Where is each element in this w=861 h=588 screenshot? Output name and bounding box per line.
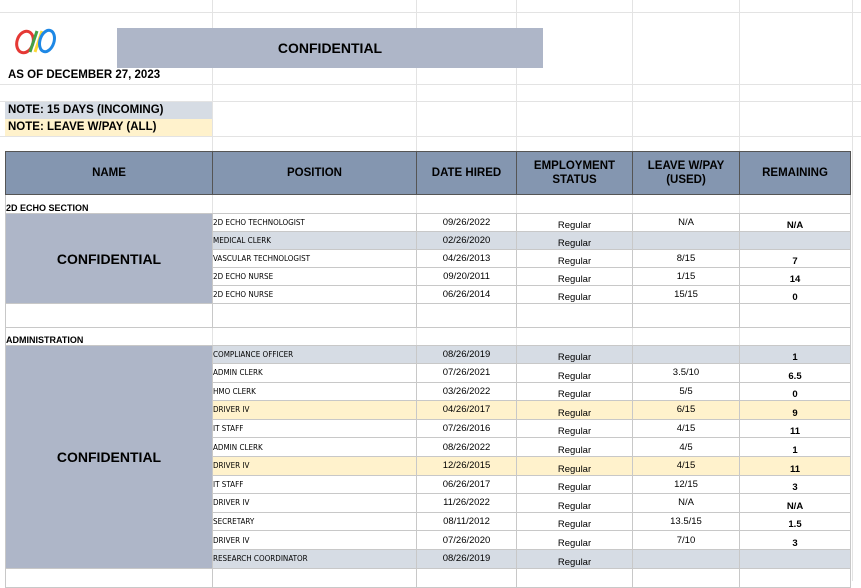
empty-cell xyxy=(633,568,740,587)
date-hired-cell: 11/26/2022 xyxy=(417,494,517,513)
employment-status-cell: Regular xyxy=(517,346,633,364)
remaining-cell: 14 xyxy=(740,268,851,286)
section-title: ADMINISTRATION xyxy=(6,328,851,346)
position-cell: DRIVER IV xyxy=(213,456,417,475)
employment-status-cell: Regular xyxy=(517,364,633,383)
employment-status-cell: Regular xyxy=(517,232,633,250)
position-cell: ADMIN CLERK xyxy=(213,364,417,383)
empty-cell xyxy=(740,304,851,328)
remaining-cell: 3 xyxy=(740,531,851,550)
as-of-date: AS OF DECEMBER 27, 2023 xyxy=(8,69,161,81)
leave-used-cell: 3.5/10 xyxy=(633,364,740,383)
leave-used-cell: N/A xyxy=(633,494,740,513)
remaining-cell: 1 xyxy=(740,438,851,457)
employment-status-cell: Regular xyxy=(517,494,633,513)
name-cell-redacted: CONFIDENTIAL xyxy=(6,346,213,569)
position-cell: 2D ECHO NURSE xyxy=(213,286,417,304)
header-row xyxy=(6,152,851,195)
employment-status-cell: Regular xyxy=(517,438,633,457)
date-hired-cell: 08/26/2019 xyxy=(417,549,517,568)
employment-status-cell: Regular xyxy=(517,268,633,286)
table-row xyxy=(6,346,851,364)
date-hired-cell: 09/26/2022 xyxy=(417,214,517,232)
empty-cell xyxy=(517,568,633,587)
empty-cell xyxy=(213,568,417,587)
position-cell: IT STAFF xyxy=(213,419,417,438)
employment-status-cell: Regular xyxy=(517,401,633,420)
remaining-cell: N/A xyxy=(740,214,851,232)
leave-used-cell: 4/5 xyxy=(633,438,740,457)
leave-used-cell: 13.5/15 xyxy=(633,512,740,531)
position-cell: HMO CLERK xyxy=(213,382,417,401)
empty-cell xyxy=(417,568,517,587)
remaining-cell: 1.5 xyxy=(740,512,851,531)
position-cell: VASCULAR TECHNOLOGIST xyxy=(213,250,417,268)
date-hired-cell: 08/11/2012 xyxy=(417,512,517,531)
employment-status-cell: Regular xyxy=(517,250,633,268)
date-hired-cell: 08/26/2019 xyxy=(417,346,517,364)
date-hired-cell: 04/26/2017 xyxy=(417,401,517,420)
leave-used-cell: 4/15 xyxy=(633,456,740,475)
date-hired-cell: 06/26/2017 xyxy=(417,475,517,494)
remaining-cell xyxy=(740,549,851,568)
position-cell: COMPLIANCE OFFICER xyxy=(213,346,417,364)
remaining-cell: 6.5 xyxy=(740,364,851,383)
column-header-employment-status: EMPLOYMENT STATUS xyxy=(517,152,633,195)
note-incoming: NOTE: 15 DAYS (INCOMING) xyxy=(5,102,212,119)
column-header-leave-used: LEAVE W/PAY (USED) xyxy=(633,152,740,195)
spacer-row xyxy=(6,304,851,328)
date-hired-cell: 06/26/2014 xyxy=(417,286,517,304)
leave-used-cell: N/A xyxy=(633,214,740,232)
employment-status-cell: Regular xyxy=(517,214,633,232)
date-hired-cell: 04/26/2013 xyxy=(417,250,517,268)
leave-used-cell: 7/10 xyxy=(633,531,740,550)
leave-used-cell: 1/15 xyxy=(633,268,740,286)
empty-cell xyxy=(6,304,213,328)
leave-used-cell xyxy=(633,346,740,364)
employment-status-cell: Regular xyxy=(517,549,633,568)
leave-used-cell: 4/15 xyxy=(633,419,740,438)
remaining-cell: 9 xyxy=(740,401,851,420)
remaining-cell: N/A xyxy=(740,494,851,513)
employment-status-cell: Regular xyxy=(517,286,633,304)
remaining-cell: 3 xyxy=(740,475,851,494)
remaining-cell: 0 xyxy=(740,382,851,401)
employment-status-cell: Regular xyxy=(517,531,633,550)
empty-cell xyxy=(517,304,633,328)
column-header-position: POSITION xyxy=(213,152,417,195)
remaining-cell: 11 xyxy=(740,419,851,438)
spacer-row xyxy=(6,568,851,587)
position-cell: 2D ECHO NURSE xyxy=(213,268,417,286)
position-cell: DRIVER IV xyxy=(213,401,417,420)
position-cell: IT STAFF xyxy=(213,475,417,494)
leave-used-cell xyxy=(633,232,740,250)
remaining-cell: 1 xyxy=(740,346,851,364)
remaining-cell xyxy=(740,232,851,250)
date-hired-cell: 12/26/2015 xyxy=(417,456,517,475)
employment-status-cell: Regular xyxy=(517,419,633,438)
remaining-cell: 7 xyxy=(740,250,851,268)
employment-status-cell: Regular xyxy=(517,382,633,401)
date-hired-cell: 03/26/2022 xyxy=(417,382,517,401)
leave-used-cell xyxy=(633,549,740,568)
remaining-cell: 0 xyxy=(740,286,851,304)
empty-cell xyxy=(633,304,740,328)
position-cell: RESEARCH COORDINATOR xyxy=(213,549,417,568)
position-cell: DRIVER IV xyxy=(213,494,417,513)
position-cell: 2D ECHO TECHNOLOGIST xyxy=(213,214,417,232)
position-cell: SECRETARY xyxy=(213,512,417,531)
column-header-remaining: REMAINING xyxy=(740,152,851,195)
leave-used-cell: 6/15 xyxy=(633,401,740,420)
table-row xyxy=(6,214,851,232)
employment-status-cell: Regular xyxy=(517,512,633,531)
position-cell: DRIVER IV xyxy=(213,531,417,550)
remaining-cell: 11 xyxy=(740,456,851,475)
leave-used-cell: 15/15 xyxy=(633,286,740,304)
company-logo-icon xyxy=(14,26,60,56)
empty-cell xyxy=(740,568,851,587)
empty-cell xyxy=(6,568,213,587)
leave-used-cell: 8/15 xyxy=(633,250,740,268)
date-hired-cell: 07/26/2021 xyxy=(417,364,517,383)
date-hired-cell: 02/26/2020 xyxy=(417,232,517,250)
date-hired-cell: 07/26/2016 xyxy=(417,419,517,438)
date-hired-cell: 08/26/2022 xyxy=(417,438,517,457)
employment-status-cell: Regular xyxy=(517,456,633,475)
section-row xyxy=(6,195,851,214)
position-cell: MEDICAL CLERK xyxy=(213,232,417,250)
employment-status-cell: Regular xyxy=(517,475,633,494)
column-header-name: NAME xyxy=(6,152,213,195)
note-leave-with-pay: NOTE: LEAVE W/PAY (ALL) xyxy=(5,119,212,136)
position-cell: ADMIN CLERK xyxy=(213,438,417,457)
leave-used-cell: 5/5 xyxy=(633,382,740,401)
confidential-banner: CONFIDENTIAL xyxy=(117,28,543,68)
date-hired-cell: 09/20/2011 xyxy=(417,268,517,286)
empty-cell xyxy=(417,304,517,328)
section-title: 2D ECHO SECTION xyxy=(6,195,851,214)
column-header-date-hired: DATE HIRED xyxy=(417,152,517,195)
empty-cell xyxy=(213,304,417,328)
section-row xyxy=(6,328,851,346)
leave-table xyxy=(5,151,851,588)
date-hired-cell: 07/26/2020 xyxy=(417,531,517,550)
leave-used-cell: 12/15 xyxy=(633,475,740,494)
name-cell-redacted: CONFIDENTIAL xyxy=(6,214,213,304)
